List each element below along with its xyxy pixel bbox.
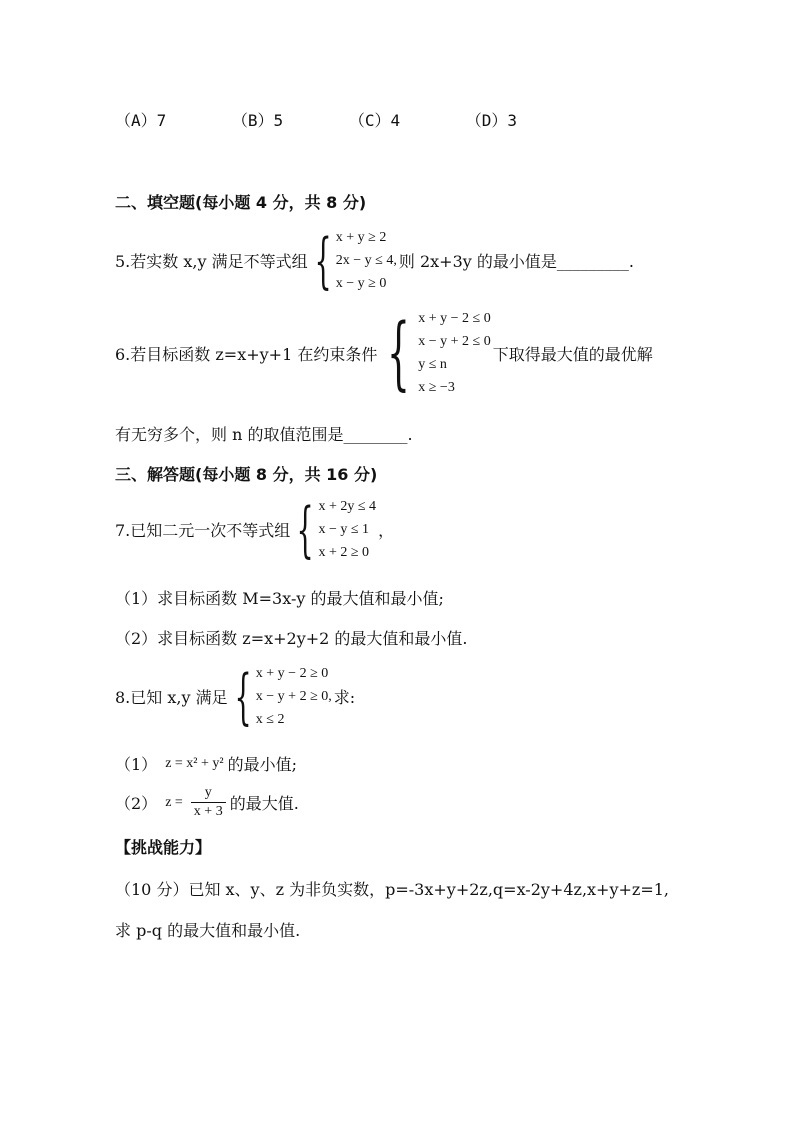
q6-system bbox=[379, 307, 490, 399]
q8-prefix: 8.已知 x,y 满足 bbox=[115, 688, 228, 707]
q8-part-2 bbox=[115, 785, 299, 820]
q8-ineq-3: x ≤ 2 bbox=[255, 712, 285, 727]
section-2-heading: 二、填空题(每小题 4 分，共 8 分) bbox=[115, 193, 367, 212]
q8-brace: { bbox=[234, 661, 252, 732]
challenge-heading: 【挑战能力】 bbox=[115, 838, 212, 857]
q8-part-2-text: 的最大值. bbox=[229, 794, 299, 813]
question-5 bbox=[115, 226, 634, 295]
q7-part-2: （2）求目标函数 z=x+2y+2 的最大值和最小值. bbox=[115, 629, 468, 648]
question-6 bbox=[115, 307, 653, 399]
q8-system bbox=[230, 662, 332, 731]
q6-prefix: 6.若目标函数 z=x+y+1 在约束条件 bbox=[115, 344, 378, 364]
q7-ineq-1: x + 2y ≤ 4 bbox=[318, 499, 377, 514]
question-7 bbox=[115, 495, 394, 564]
choice-a: （A）7 bbox=[115, 111, 167, 130]
q7-brace: { bbox=[296, 494, 314, 565]
choice-d: （D）3 bbox=[465, 111, 518, 130]
q6-suffix: 下取得最大值的最优解 bbox=[492, 344, 653, 364]
q8-part-2-label: （2） bbox=[115, 794, 158, 813]
q7-suffix: ， bbox=[378, 521, 395, 540]
q6-brace: { bbox=[387, 306, 411, 399]
q5-system bbox=[310, 226, 397, 295]
choice-c: （C）4 bbox=[348, 111, 401, 130]
q7-part-1: （1）求目标函数 M=3x-y 的最大值和最小值; bbox=[115, 589, 444, 608]
q5-brace: { bbox=[314, 225, 332, 296]
q8-ineq-2: x − y + 2 ≥ 0, bbox=[255, 689, 332, 704]
q6-line-2: 有无穷多个，则 n 的取值范围是________. bbox=[115, 425, 413, 444]
question-8 bbox=[115, 662, 355, 731]
q5-ineq-2: 2x − y ≤ 4, bbox=[335, 253, 397, 268]
q8-part-1-expr: z = x² + y² bbox=[165, 755, 224, 771]
q8-suffix: 求: bbox=[333, 688, 356, 707]
q6-ineq-2: x − y + 2 ≤ 0 bbox=[418, 334, 491, 349]
q8-part-1-text: 的最小值; bbox=[227, 755, 297, 774]
q7-ineq-2: x − y ≤ 1 bbox=[318, 522, 370, 537]
q7-prefix: 7.已知二元一次不等式组 bbox=[115, 521, 291, 540]
q8-ineq-1: x + y − 2 ≥ 0 bbox=[255, 666, 329, 681]
q5-ineq-1: x + y ≥ 2 bbox=[335, 230, 387, 245]
q6-ineq-4: x ≥ −3 bbox=[418, 380, 455, 395]
q8-fraction bbox=[191, 785, 226, 820]
q8-fraction-numerator: y bbox=[204, 785, 212, 800]
q7-system bbox=[292, 495, 376, 564]
q7-ineq-3: x + 2 ≥ 0 bbox=[318, 545, 370, 560]
q8-fraction-denominator: x + 3 bbox=[191, 802, 226, 820]
q8-part-1-label: （1） bbox=[115, 755, 158, 774]
q5-ineq-3: x − y ≥ 0 bbox=[335, 276, 387, 291]
q6-ineq-1: x + y − 2 ≤ 0 bbox=[418, 311, 491, 326]
challenge-line-2: 求 p-q 的最大值和最小值. bbox=[115, 921, 301, 940]
q8-part-2-lhs: z = bbox=[165, 794, 183, 810]
choice-b: （B）5 bbox=[231, 111, 284, 130]
answer-choices bbox=[115, 108, 573, 131]
q5-prefix: 5.若实数 x,y 满足不等式组 bbox=[115, 252, 308, 271]
q5-suffix: 则 2x+3y 的最小值是_________. bbox=[398, 252, 634, 271]
q6-ineq-3: y ≤ n bbox=[418, 357, 447, 372]
section-3-heading: 三、解答题(每小题 8 分，共 16 分) bbox=[115, 465, 378, 484]
challenge-line-1: （10 分）已知 x、y、z 为非负实数，p=-3x+y+2z,q=x-2y+4z,x+y+z=1, bbox=[115, 880, 670, 899]
q8-part-1 bbox=[115, 752, 297, 775]
